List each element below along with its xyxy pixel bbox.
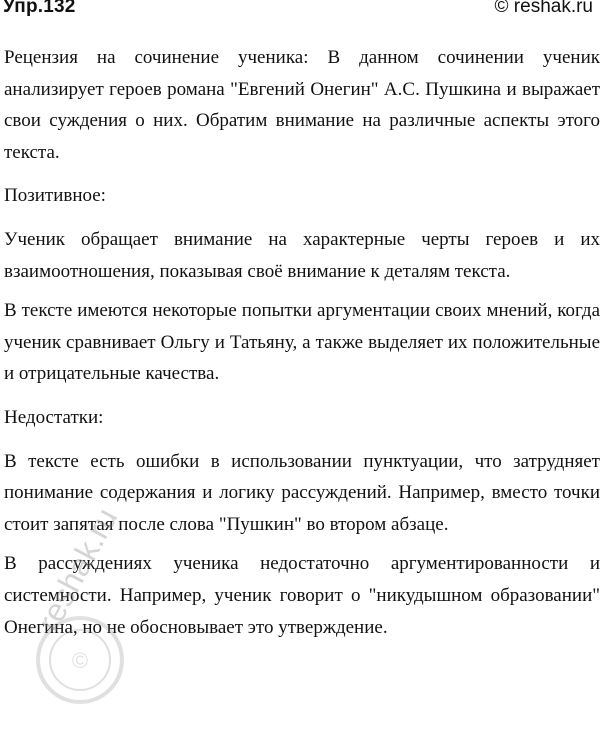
positive-heading: Позитивное: <box>4 185 106 207</box>
intro-paragraph: Рецензия на сочинение ученика: В данном сочинении ученик анализирует героев романа "Евгений Онегин" А.С. Пушкина и выражает свои суждения о них. Обратим внимание на различные аспекты этого текста. <box>4 47 600 163</box>
negative-paragraph-1: В тексте есть ошибки в использовании пунктуации, что затрудняет понимание содержания и логику рассуждений. Например, вместо точки стоит запятая после слова "Пушкин" во втором абзаце. <box>4 450 600 535</box>
positive-paragraph-2: В тексте имеются некоторые попытки аргументации своих мнений, когда ученик сравнивает Ольгу и Татьяну, а также выделяет их положительные и отрицательные качества. <box>4 300 600 385</box>
svg-text:©: © <box>71 648 89 673</box>
source-label[interactable]: © reshak.ru <box>494 0 593 17</box>
document-body <box>4 42 600 643</box>
negative-paragraph-2: В рассуждениях ученика недостаточно аргументированности и системности. Например, ученик говорит о "никудышном образовании" Онегина, но не обосновывает это утверждение. <box>4 553 600 638</box>
watermark-text: reshak.ru <box>30 502 125 637</box>
negative-heading: Недостатки: <box>4 406 104 428</box>
exercise-title: Упр.132 <box>3 0 76 17</box>
page-header <box>0 0 603 24</box>
positive-paragraph-1: Ученик обращает внимание на характерные черты героев и их взаимоотношения, показывая своё внимание к деталям текста. <box>4 228 600 282</box>
